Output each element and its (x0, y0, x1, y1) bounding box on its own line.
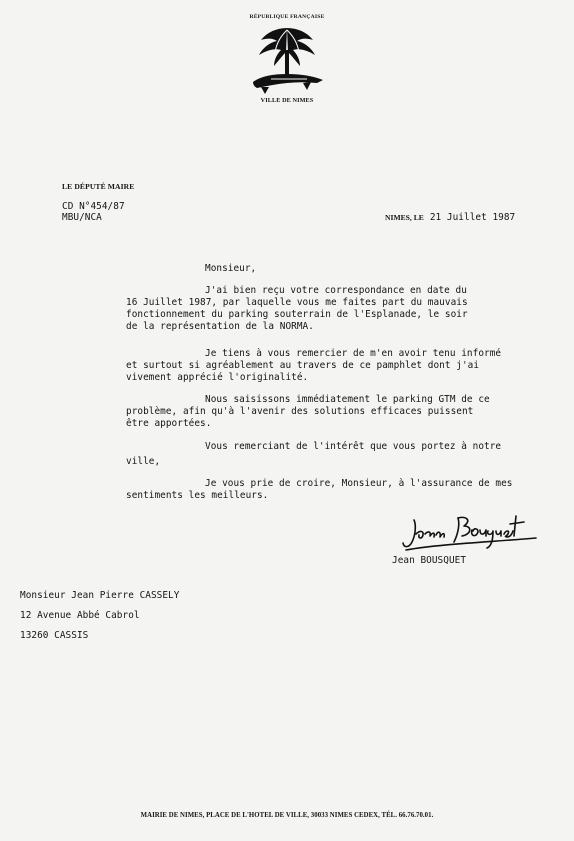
letter-body (126, 0, 546, 841)
recipient-street: 12 Avenue Abbé Cabrol (20, 610, 140, 621)
body-line: Je vous prie de croire, Monsieur, à l'assurance de mes (205, 478, 513, 489)
date-value: 21 Juillet 1987 (429, 212, 516, 223)
signer-name: Jean BOUSQUET (392, 555, 467, 566)
reference-line: CD N°454/87 (62, 201, 125, 212)
body-line: J'ai bien reçu votre correspondance en date du (205, 285, 467, 296)
recipient-city: 13260 CASSIS (20, 630, 89, 641)
reference-line: MBU/NCA (62, 212, 102, 223)
body-line: Nous saisissons immédiatement le parking GTM de ce (205, 394, 490, 405)
date-place: NIMES, LE (385, 213, 424, 222)
ville-de-nimes-label: VILLE DE NIMES (260, 97, 314, 104)
body-line: et surtout si agréablement au travers de ce pamphlet dont j'ai (126, 360, 480, 371)
recipient-name: Monsieur Jean Pierre CASSELY (20, 590, 180, 601)
sender-title: LE DÉPUTÉ MAIRE (62, 182, 135, 191)
body-line: 16 Juillet 1987, par laquelle vous me faites part du mauvais (126, 297, 468, 308)
footer-address: MAIRIE DE NIMES, PLACE DE L'HOTEL DE VILLE, 30033 NIMES CEDEX, TÉL. 66.76.70.01. (140, 812, 434, 819)
body-line: problème, afin qu'à l'avenir des solutions efficaces puissent (126, 406, 474, 417)
body-line: Vous remerciant de l'intérêt que vous portez à notre (205, 441, 502, 452)
body-line: vivement apprécié l'originalité. (126, 372, 309, 383)
body-line: de la représentation de la NORMA. (126, 321, 314, 332)
salutation: Monsieur, (205, 263, 257, 274)
body-line: être apportées. (126, 418, 212, 429)
body-line: sentiments les meilleurs. (126, 490, 269, 501)
republique-francaise-label: RÉPUBLIQUE FRANÇAISE (249, 14, 325, 20)
handwritten-signature (400, 504, 540, 556)
body-line: ville, (126, 456, 161, 467)
body-line: Je tiens à vous remercier de m'en avoir tenu informé (205, 348, 502, 359)
body-line: fonctionnement du parking souterrain de l'Esplanade, le soir (126, 309, 468, 320)
